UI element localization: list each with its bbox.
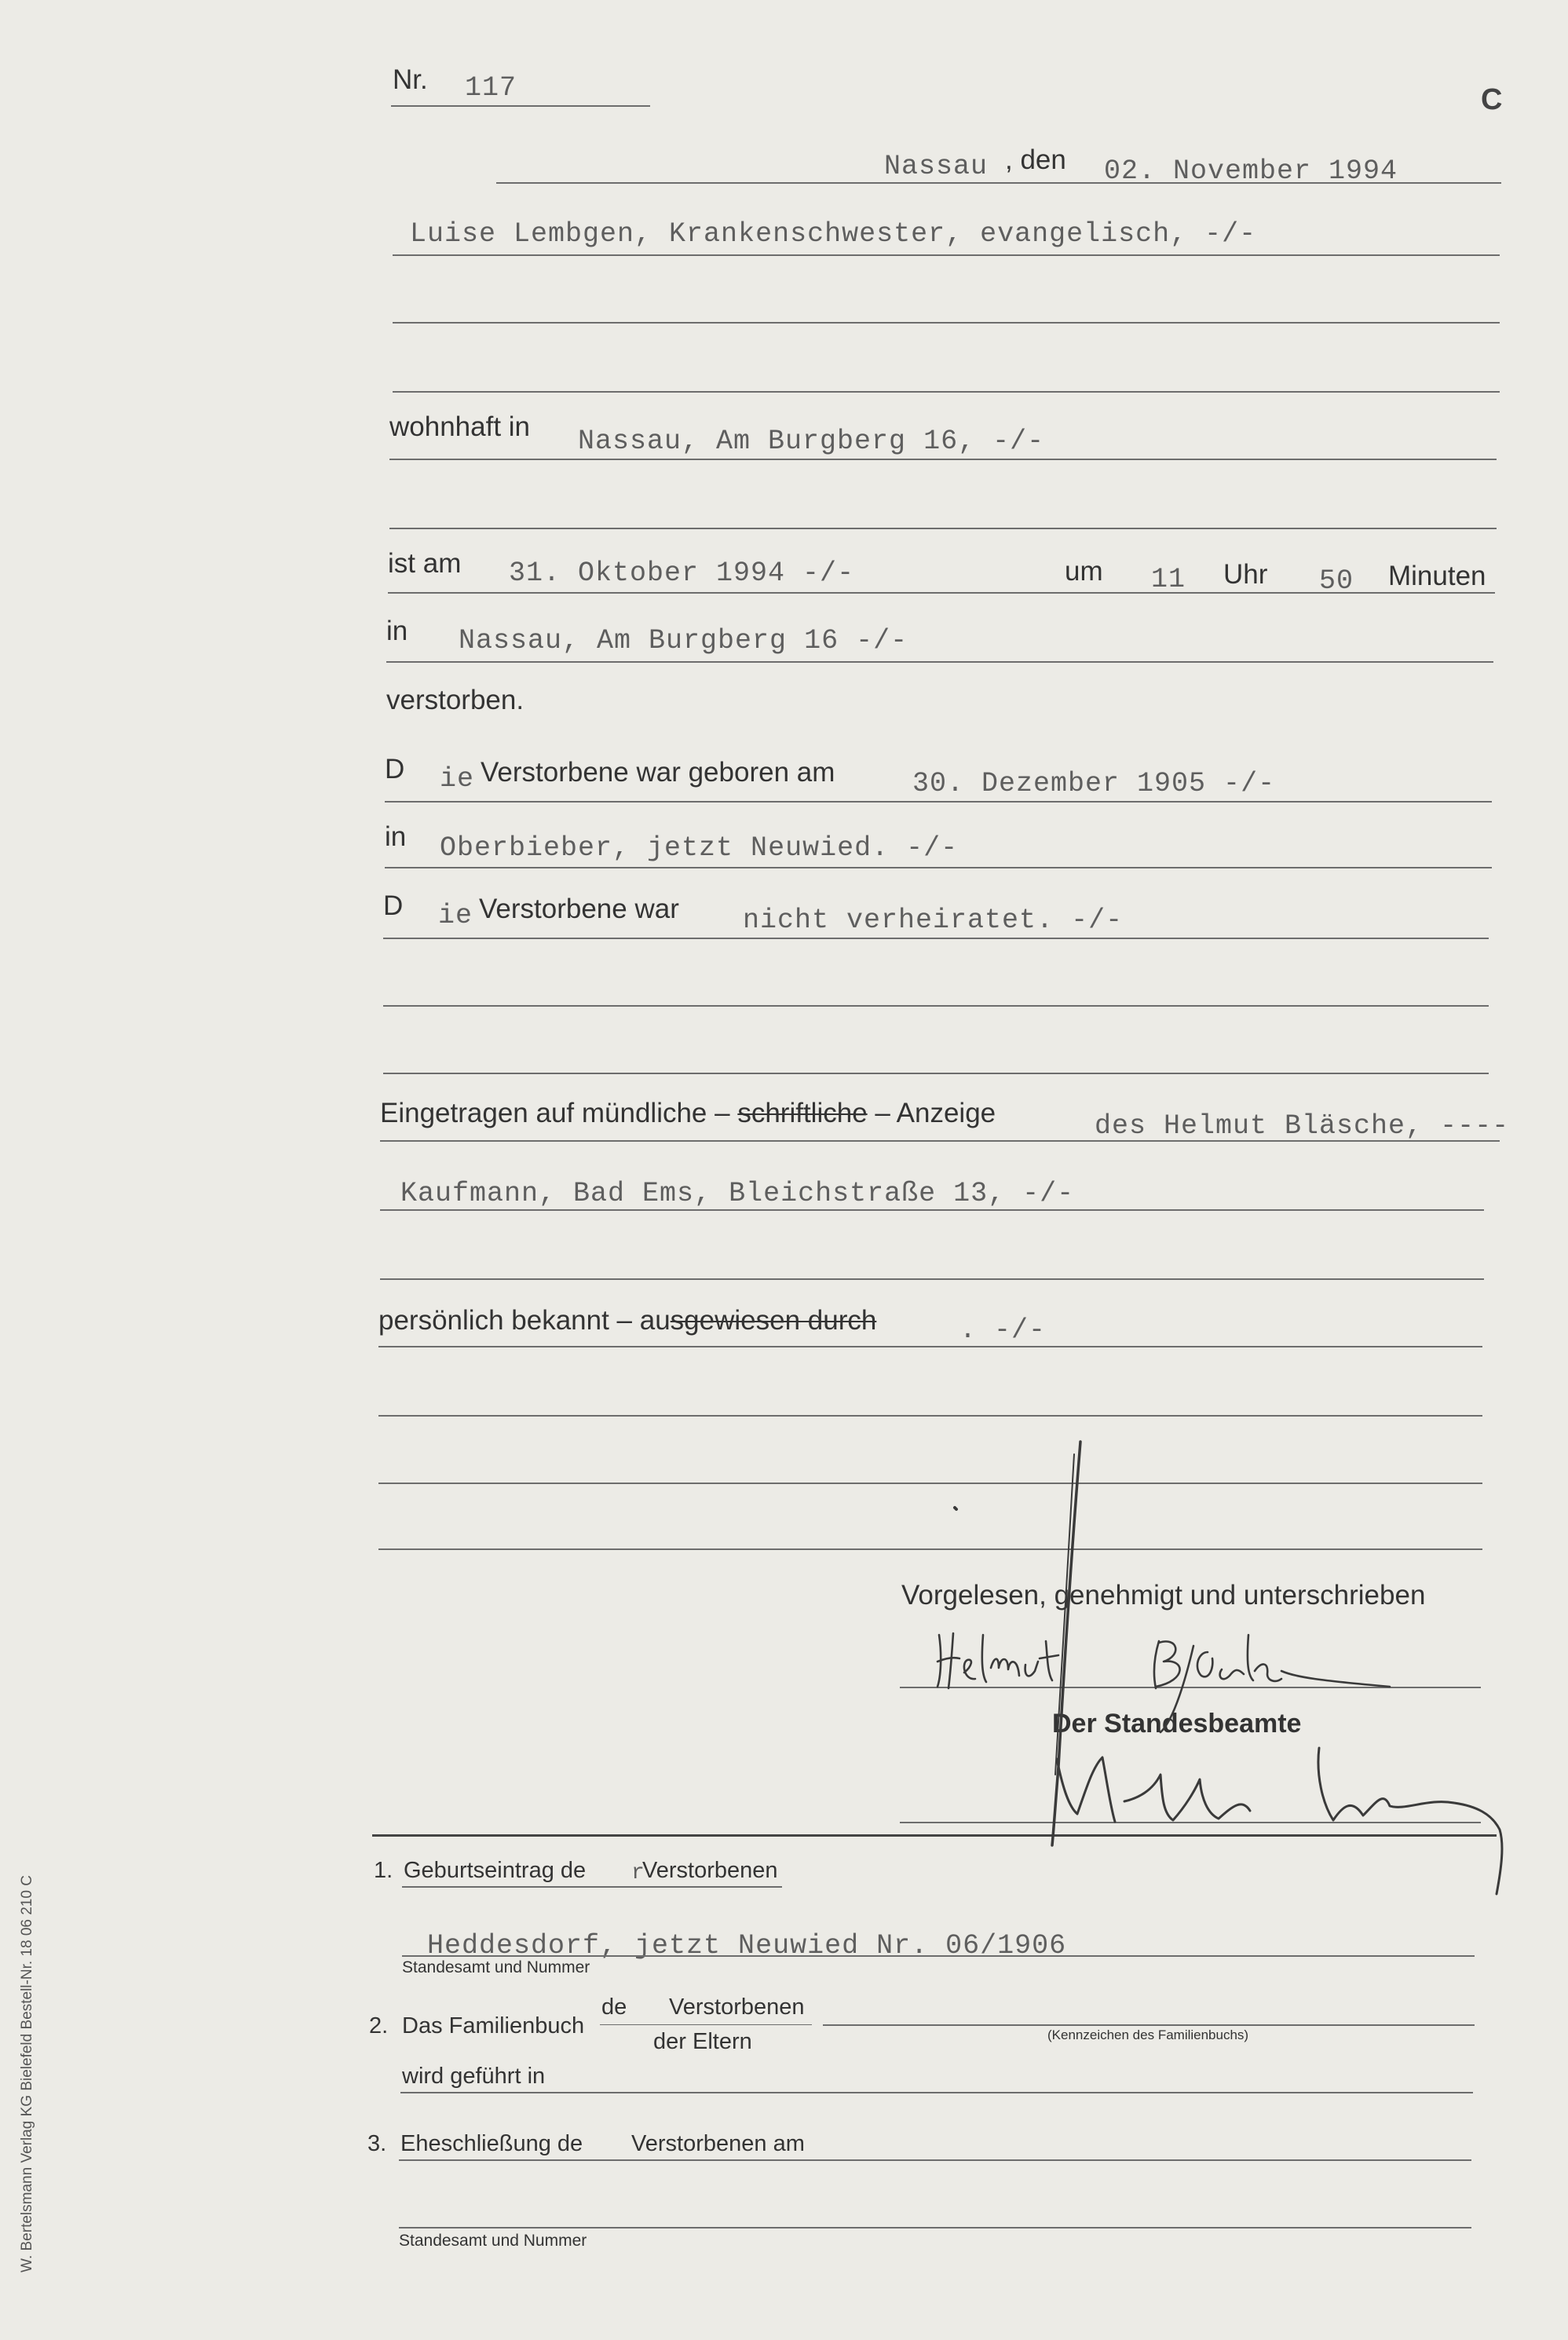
birth-label: Verstorbene war geboren am xyxy=(481,757,835,788)
identity-label: persönlich bekannt – ausgewiesen durch xyxy=(378,1305,877,1336)
item2-value-rule xyxy=(823,2024,1475,2026)
item2-caption: (Kennzeichen des Familienbuchs) xyxy=(1047,2027,1249,2042)
identity-rule-2 xyxy=(378,1415,1482,1417)
form-letter: C xyxy=(1481,83,1503,116)
birth-in-label: in xyxy=(385,821,407,852)
registrar-signature-scrawl xyxy=(1057,1748,1502,1894)
identity-rule-3 xyxy=(378,1483,1482,1484)
person-rule-2 xyxy=(393,322,1500,324)
death-place: Nassau, Am Burgberg 16 -/- xyxy=(459,625,908,656)
item2-fraction-rule xyxy=(600,2024,812,2025)
birth-ie-fill: ie xyxy=(440,763,475,795)
date-value: 02. November 1994 xyxy=(1104,155,1398,187)
item3-label-end: Verstorbenen am xyxy=(631,2131,805,2156)
item1-fill: r xyxy=(631,1861,645,1885)
item2-number: 2. xyxy=(369,2013,389,2038)
person-rule-1 xyxy=(393,254,1500,256)
marital-d-prefix: D xyxy=(383,890,404,921)
registrar-signature-vertical-stroke xyxy=(1052,1442,1080,1845)
item1-caption: Standesamt und Nummer xyxy=(402,1958,590,1976)
marital-value: nicht verheiratet. -/- xyxy=(743,905,1124,936)
place-value: Nassau xyxy=(884,151,989,182)
death-in-label: in xyxy=(386,616,408,646)
death-place-rule xyxy=(386,661,1493,663)
residence-label: wohnhaft in xyxy=(389,411,531,442)
registration-rule-2 xyxy=(380,1209,1484,1211)
identity-rule-1 xyxy=(378,1346,1482,1347)
person-rule-3 xyxy=(393,391,1500,393)
item1-label: Geburtseintrag de xyxy=(404,1858,587,1883)
item2-line2-rule xyxy=(400,2092,1473,2093)
birth-place: Oberbieber, jetzt Neuwied. -/- xyxy=(440,832,959,864)
death-date: 31. Oktober 1994 -/- xyxy=(509,558,855,589)
identity-rule-4 xyxy=(378,1548,1482,1550)
death-minutes: 50 xyxy=(1319,565,1354,597)
item1-value: Heddesdorf, jetzt Neuwied Nr. 06/1906 xyxy=(427,1930,1067,1962)
den-label: , den xyxy=(1005,144,1066,175)
death-date-rule xyxy=(388,592,1495,594)
marital-rule-1 xyxy=(383,938,1489,939)
ist-am-label: ist am xyxy=(388,548,462,579)
item1-label-end: Verstorbenen xyxy=(642,1858,778,1883)
birth-date: 30. Dezember 1905 -/- xyxy=(912,768,1276,799)
registration-rule-1 xyxy=(380,1140,1500,1142)
birth-d-prefix: D xyxy=(385,754,405,784)
item1-number: 1. xyxy=(374,1858,393,1883)
nr-value: 117 xyxy=(465,72,517,104)
registrar-signature-rule xyxy=(900,1822,1481,1823)
item3-caption: Standesamt und Nummer xyxy=(399,2232,587,2250)
item2-option-top-prefix: de xyxy=(601,1994,627,2020)
item1-value-rule xyxy=(402,1955,1475,1957)
item2-label: Das Familienbuch xyxy=(402,2013,585,2038)
read-approved-label: Vorgelesen, genehmigt und unterschrieben xyxy=(901,1580,1426,1611)
item3-rule-2 xyxy=(399,2227,1471,2228)
item3-rule-1 xyxy=(399,2159,1471,2161)
death-hour: 11 xyxy=(1151,564,1186,595)
residence-value: Nassau, Am Burgberg 16, -/- xyxy=(578,426,1045,457)
item1-label-rule xyxy=(402,1886,782,1888)
place-date-rule xyxy=(496,182,1501,184)
informant-line-2: Kaufmann, Bad Ems, Bleichstraße 13, -/- xyxy=(400,1178,1075,1209)
marital-ie-fill: ie xyxy=(438,900,473,931)
registrar-label: Der Standesbeamte xyxy=(1052,1709,1302,1739)
birth-place-rule xyxy=(385,867,1492,868)
residence-rule-2 xyxy=(389,528,1497,529)
item2-line2: wird geführt in xyxy=(402,2064,546,2089)
birth-date-rule xyxy=(385,801,1492,803)
minuten-label: Minuten xyxy=(1388,561,1486,591)
registration-label: Eingetragen auf mündliche – schriftliche – Anzeige xyxy=(380,1098,996,1128)
person-line: Luise Lembgen, Krankenschwester, evangelisch, -/- xyxy=(410,218,1257,250)
informant-signature-rule xyxy=(900,1687,1481,1688)
section-separator xyxy=(372,1834,1497,1837)
marital-rule-2 xyxy=(383,1005,1489,1007)
nr-rule xyxy=(391,105,650,107)
item2-option-top: Verstorbenen xyxy=(669,1994,805,2020)
informant-line-1: des Helmut Bläsche, ---- xyxy=(1095,1110,1510,1142)
um-label: um xyxy=(1065,556,1103,587)
registration-rule-3 xyxy=(380,1278,1484,1280)
item3-number: 3. xyxy=(367,2131,387,2156)
nr-label: Nr. xyxy=(393,64,428,95)
marital-rule-3 xyxy=(383,1073,1489,1074)
item3-label: Eheschließung de xyxy=(400,2131,583,2156)
item2-option-bottom: der Eltern xyxy=(653,2029,752,2054)
side-imprint: W. Bertelsmann Verlag KG Bielefeld Bestell-Nr. 18 06 210 C xyxy=(19,1875,35,2272)
informant-signature-path xyxy=(938,1633,1058,1688)
uhr-label: Uhr xyxy=(1223,559,1268,590)
marital-label: Verstorbene war xyxy=(479,894,679,924)
ink-dot xyxy=(955,1508,956,1509)
residence-rule-1 xyxy=(389,459,1497,460)
verstorben-label: verstorben. xyxy=(386,685,524,715)
identity-fill: . -/- xyxy=(959,1314,1047,1346)
